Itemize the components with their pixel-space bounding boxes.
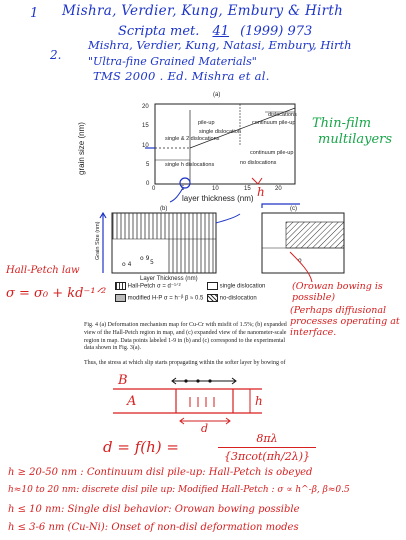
region-single: single dislocation bbox=[199, 129, 241, 135]
sketch-d-label: d bbox=[201, 422, 209, 435]
y-tick: 0 bbox=[146, 181, 150, 187]
panel-c-label: (c) bbox=[290, 206, 297, 212]
x-tick: 20 bbox=[275, 186, 282, 192]
fraction-bar bbox=[218, 447, 316, 448]
x-tick: 0 bbox=[152, 186, 156, 192]
ref1-year-pages: (1999) 973 bbox=[240, 24, 313, 39]
formula-lhs: d = f(h) = bbox=[103, 438, 179, 456]
ref2-number: 2. bbox=[50, 48, 62, 62]
body-text-line: Thus, the stress at which slip starts propagating within the softer layer by bowing of bbox=[84, 360, 286, 366]
formula-denominator: {3πcot(πh/2λ)} bbox=[223, 450, 310, 463]
regime-2: h≈10 to 20 nm: discrete disl pile up: Modified Hall-Petch : σ ∝ h^-β, β≈0.5 bbox=[8, 485, 350, 495]
legend-single-text: single dislocation bbox=[219, 283, 266, 290]
x-axis-label-a: layer thickness (nm) bbox=[182, 194, 254, 203]
ref1-authors: Mishra, Verdier, Kung, Embury & Hirth bbox=[62, 3, 344, 19]
note-hall-petch: Hall-Petch law bbox=[6, 265, 80, 276]
x-tick: 15 bbox=[244, 186, 251, 192]
formula-fraction bbox=[212, 432, 322, 463]
panel-a-label: (a) bbox=[213, 92, 221, 98]
ref2-title: "Ultra-fine Grained Materials" bbox=[88, 55, 257, 68]
region-single-h: single h dislocations bbox=[165, 162, 215, 168]
legend-modified-text: modified H-P σ = h⁻ᵝ β ≈ 0.5 bbox=[127, 295, 204, 302]
formula-numerator: 8πλ bbox=[256, 432, 278, 445]
b-ylabel: Grain Size (nm) bbox=[95, 221, 101, 260]
regime-1: h ≥ 20-50 nm : Continuum disl pile-up: Hall-Petch is obeyed bbox=[8, 467, 313, 478]
region-continuum: continuum pile-up bbox=[252, 120, 296, 126]
ref1-number: 1 bbox=[30, 6, 39, 21]
ref2-source: TMS 2000 . Ed. Mishra et al. bbox=[93, 69, 270, 83]
legend-hall-petch-text: Hall-Petch σ = d⁻¹ᐟ² bbox=[127, 283, 181, 290]
b-xlabel: Layer Thickness (nm) bbox=[140, 276, 198, 282]
ref1-volume: 41 bbox=[212, 24, 230, 39]
region-dislocations: dislocations bbox=[268, 112, 297, 118]
sketch-h-label: h bbox=[255, 394, 263, 408]
region-continuum-2: continuum pile-up bbox=[250, 150, 294, 156]
y-tick: 10 bbox=[142, 143, 149, 149]
figure-caption: Fig. 4 (a) Deformation mechanism map for Cu-Cr with misfit of 1.5%; (b) expanded view of the Hall-Petch region in map, and (c) expanded view of the nanometer-scale region in map. Data points labeled 1-9 in (b) and (c) correspond to the experimental data shown in Fig. 3(a). bbox=[84, 322, 287, 352]
region-pile-up: pile-up bbox=[198, 120, 215, 126]
legend-no-disl-text: no-dislocation bbox=[219, 295, 257, 302]
regime-3: h ≤ 10 nm: Single disl behavior: Orowan bowing possible bbox=[8, 504, 300, 515]
note-thin-film: Thin-film bbox=[312, 116, 372, 131]
svg-text:o: o bbox=[298, 257, 302, 264]
y-tick: 5 bbox=[146, 162, 150, 168]
y-tick: 20 bbox=[142, 104, 149, 110]
svg-text:o 9: o 9 bbox=[140, 255, 150, 262]
svg-text:h: h bbox=[257, 185, 265, 199]
ref2-authors: Mishra, Verdier, Kung, Natasi, Embury, Hirth bbox=[88, 38, 352, 52]
panel-b-label: (b) bbox=[160, 206, 168, 212]
region-two: single & 2 dislocations bbox=[165, 136, 220, 142]
y-axis-label-a: grain size (nm) bbox=[77, 122, 86, 175]
regime-4: h ≤ 3-6 nm (Cu-Ni): Onset of non-disl deformation modes bbox=[8, 522, 299, 533]
y-tick: 15 bbox=[142, 123, 149, 129]
ref1-journal: Scripta met. bbox=[118, 24, 200, 39]
note-diffusional: (Perhaps diffusional processes operating at interface. bbox=[290, 305, 400, 338]
region-no-disl: no dislocations bbox=[240, 160, 277, 166]
svg-text:o 4: o 4 bbox=[122, 261, 132, 268]
x-tick: 5 bbox=[181, 186, 185, 192]
note-hall-petch-eq: σ = σ₀ + kd⁻¹ᐟ² bbox=[6, 286, 107, 301]
x-tick: 10 bbox=[212, 186, 219, 192]
note-orowan: (Orowan bowing is possible) bbox=[292, 281, 383, 303]
note-multilayers: multilayers bbox=[318, 132, 393, 147]
layer-a-label: A bbox=[127, 394, 137, 409]
svg-text:5: 5 bbox=[150, 259, 154, 266]
layer-b-label: B bbox=[118, 373, 128, 388]
